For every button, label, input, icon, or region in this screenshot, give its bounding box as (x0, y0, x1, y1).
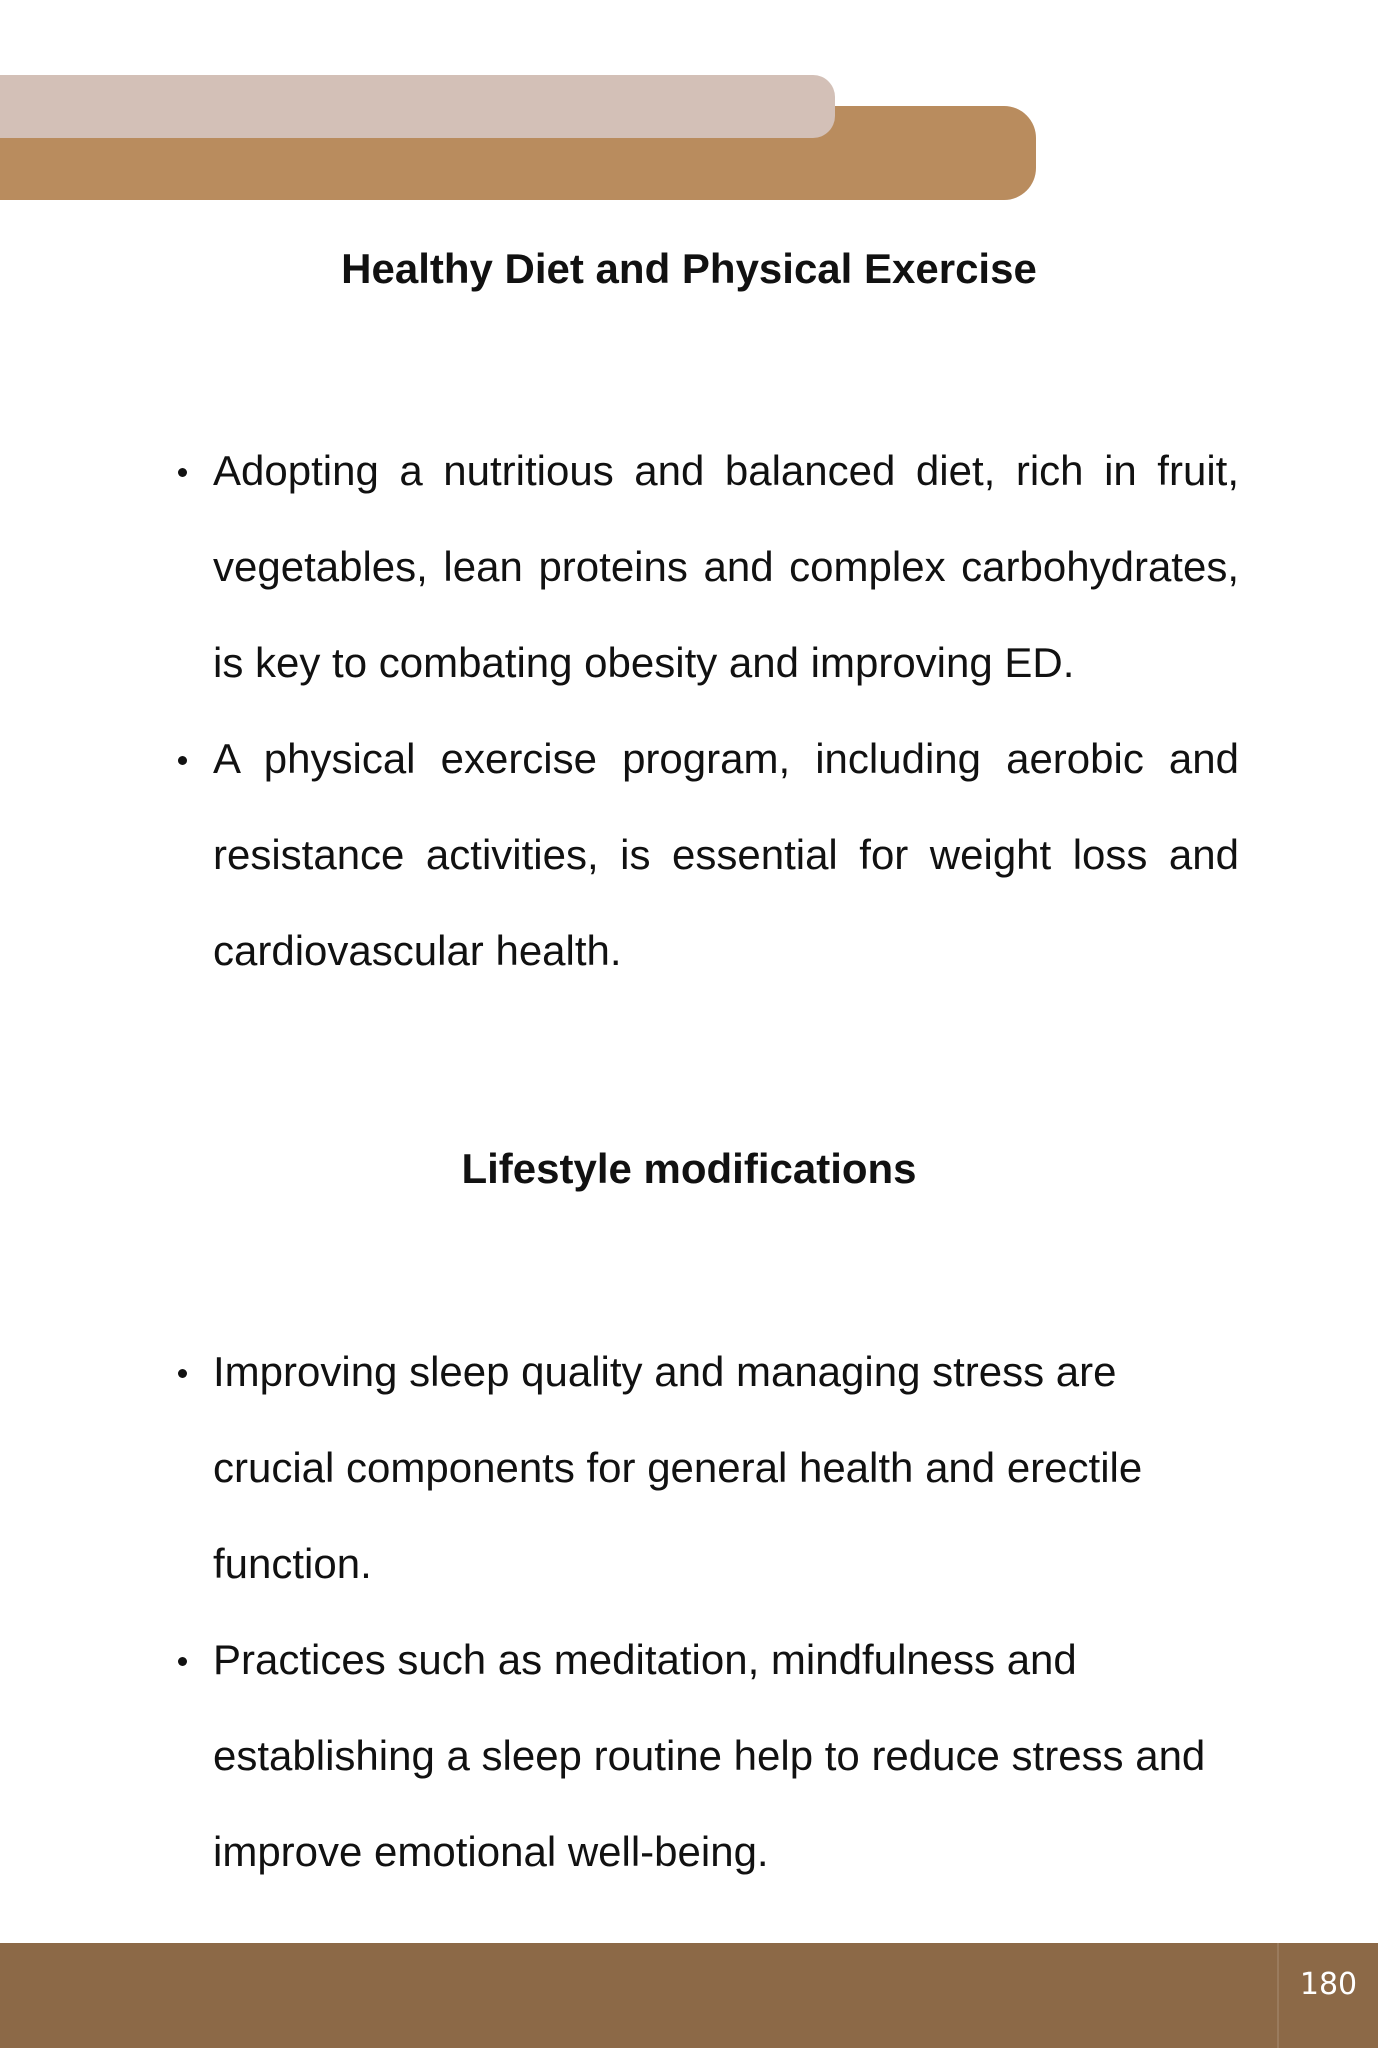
section-title-lifestyle: Lifestyle modifications (461, 1145, 917, 1192)
page-number: 180 (1277, 1943, 1378, 2048)
section-title-healthy-diet: Healthy Diet and Physical Exercise (341, 245, 1037, 292)
list-item: Adopting a nutritious and balanced diet, rich in fruit, vegetables, lean proteins and complex carbohydrates, is key to combating obesity and improving ED. (213, 423, 1239, 711)
footer-bar (0, 1943, 1378, 2048)
header-banner-light (0, 75, 835, 138)
list-item: Practices such as meditation, mindfulness and establishing a sleep routine help to reduce stress and improve emotional well-being. (213, 1612, 1239, 1900)
list-item: Improving sleep quality and managing stress are crucial components for general health and erectile function. (213, 1324, 1239, 1612)
list-item: A physical exercise program, including aerobic and resistance activities, is essential for weight loss and cardiovascular health. (213, 711, 1239, 999)
bullet-list-healthy-diet (213, 423, 1239, 999)
bullet-list-lifestyle (213, 1324, 1239, 1900)
